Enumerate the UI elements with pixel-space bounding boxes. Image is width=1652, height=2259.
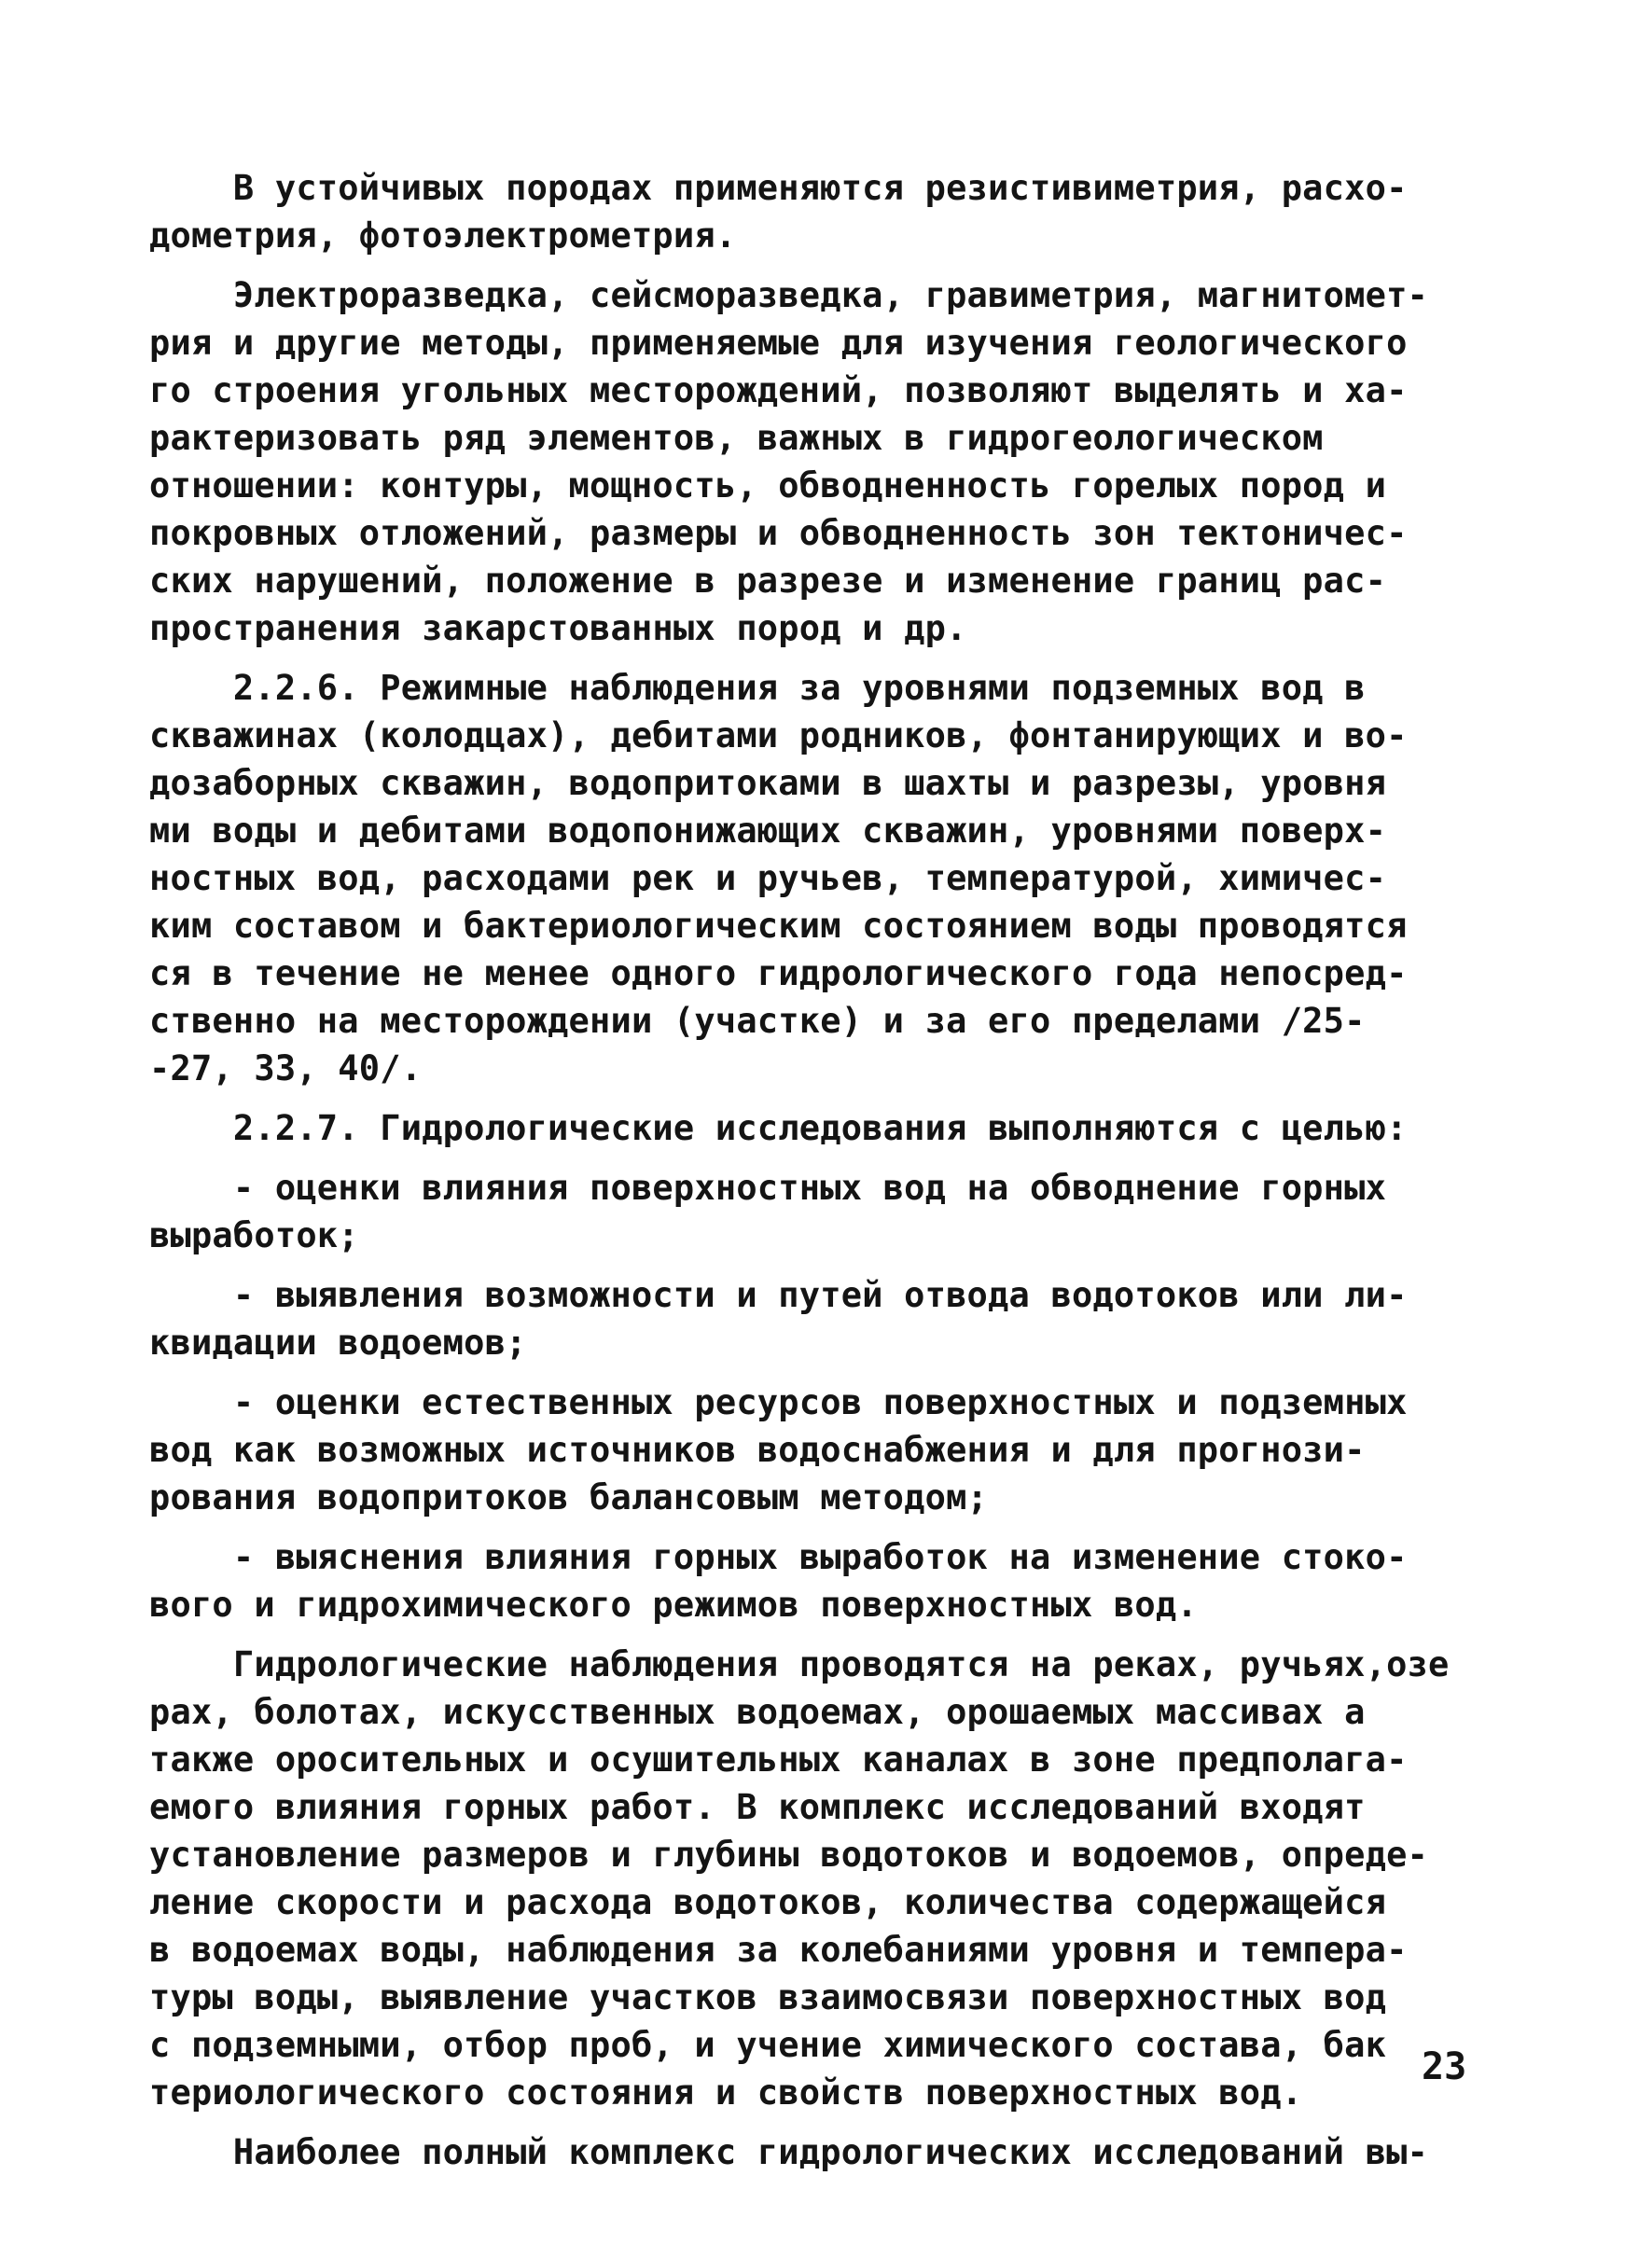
paragraph-gap bbox=[149, 1259, 1492, 1271]
text-line: с подземными, отбор проб, и учение химического состава, бак bbox=[149, 2025, 1387, 2065]
paragraph-gap bbox=[149, 1092, 1492, 1104]
text-line: ление скорости и расхода водотоков, количества содержащейся bbox=[149, 1882, 1387, 1922]
paragraph bbox=[149, 664, 1492, 1092]
text-line: установление размеров и глубины водотоков и водоемов, опреде- bbox=[149, 1835, 1429, 1875]
text-line: Наиболее полный комплекс гидрологических исследований вы- bbox=[149, 2132, 1429, 2172]
text-line: ственно на месторождении (участке) и за его пределами /25- bbox=[149, 1001, 1366, 1041]
paragraph-gap bbox=[149, 2116, 1492, 2128]
text-line: выработок; bbox=[149, 1215, 359, 1255]
text-line: в водоемах воды, наблюдения за колебаниями уровня и темпера- bbox=[149, 1930, 1408, 1970]
text-line: 2.2.7. Гидрологические исследования выполняются с целью: bbox=[149, 1108, 1408, 1148]
text-line: териологического состояния и свойств поверхностных вод. bbox=[149, 2072, 1303, 2113]
paragraph-gap bbox=[149, 1152, 1492, 1164]
text-line: вого и гидрохимического режимов поверхностных вод. bbox=[149, 1585, 1198, 1625]
text-line: В устойчивых породах применяются резистивиметрия, расхо- bbox=[149, 168, 1408, 208]
text-line: 2.2.6. Режимные наблюдения за уровнями подземных вод в bbox=[149, 668, 1366, 708]
text-line: Гидрологические наблюдения проводятся на реках, ручьях,озе bbox=[149, 1644, 1450, 1684]
text-line: рактеризовать ряд элементов, важных в гидрогеологическом bbox=[149, 418, 1324, 458]
paragraph bbox=[149, 1641, 1492, 2116]
text-line: квидации водоемов; bbox=[149, 1323, 527, 1363]
text-line: го строения угольных месторождений, позволяют выделять и ха- bbox=[149, 370, 1408, 410]
paragraph-gap bbox=[149, 1366, 1492, 1379]
text-line: рах, болотах, искусственных водоемах, орошаемых массивах а bbox=[149, 1692, 1366, 1732]
text-line: также оросительных и осушительных каналах в зоне предполага- bbox=[149, 1739, 1408, 1780]
text-line: ми воды и дебитами водопонижающих скважин, уровнями поверх- bbox=[149, 811, 1387, 851]
text-line: отношении: контуры, мощность, обводненность горелых пород и bbox=[149, 465, 1387, 506]
text-line: - оценки влияния поверхностных вод на обводнение горных bbox=[149, 1168, 1387, 1208]
text-line: ким составом и бактериологическим состоянием воды проводятся bbox=[149, 906, 1408, 946]
text-line: рования водопритоков балансовым методом; bbox=[149, 1477, 989, 1518]
text-line: дометрия, фотоэлектрометрия. bbox=[149, 215, 737, 256]
text-line: ся в течение не менее одного гидрологического года непосред- bbox=[149, 953, 1408, 993]
paragraph-gap bbox=[149, 1521, 1492, 1533]
text-line: туры воды, выявление участков взаимосвязи поверхностных вод bbox=[149, 1977, 1387, 2017]
text-line: скважинах (колодцах), дебитами родников, фонтанирующих и во- bbox=[149, 715, 1408, 755]
paragraph bbox=[149, 164, 1492, 259]
text-line: емого влияния горных работ. В комплекс исследований входят bbox=[149, 1787, 1366, 1827]
page-number: 23 bbox=[1422, 2045, 1467, 2088]
paragraph-gap bbox=[149, 652, 1492, 664]
paragraph bbox=[149, 1271, 1492, 1366]
paragraph-gap bbox=[149, 1628, 1492, 1641]
paragraph bbox=[149, 1533, 1492, 1628]
text-line: ских нарушений, положение в разрезе и изменение границ рас- bbox=[149, 561, 1387, 601]
body-text bbox=[149, 164, 1492, 2176]
text-line: - выявления возможности и путей отвода водотоков или ли- bbox=[149, 1275, 1408, 1315]
paragraph bbox=[149, 2128, 1492, 2176]
text-line: покровных отложений, размеры и обводненность зон тектоничес- bbox=[149, 513, 1408, 553]
text-line: вод как возможных источников водоснабжения и для прогнози- bbox=[149, 1430, 1366, 1470]
text-line: ностных вод, расходами рек и ручьев, температурой, химичес- bbox=[149, 858, 1387, 898]
paragraph bbox=[149, 271, 1492, 652]
paragraph bbox=[149, 1379, 1492, 1521]
text-line: пространения закарстованных пород и др. bbox=[149, 608, 967, 648]
text-line: рия и другие методы, применяемые для изучения геологического bbox=[149, 323, 1408, 363]
text-line: - оценки естественных ресурсов поверхностных и подземных bbox=[149, 1382, 1408, 1422]
text-line: дозаборных скважин, водопритоками в шахты и разрезы, уровня bbox=[149, 763, 1387, 803]
text-line: Электроразведка, сейсморазведка, гравиметрия, магнитомет- bbox=[149, 275, 1429, 315]
paragraph-gap bbox=[149, 259, 1492, 271]
paragraph bbox=[149, 1104, 1492, 1152]
paragraph bbox=[149, 1164, 1492, 1259]
text-line: -27, 33, 40/. bbox=[149, 1048, 423, 1088]
text-line: - выяснения влияния горных выработок на изменение стоко- bbox=[149, 1537, 1408, 1577]
